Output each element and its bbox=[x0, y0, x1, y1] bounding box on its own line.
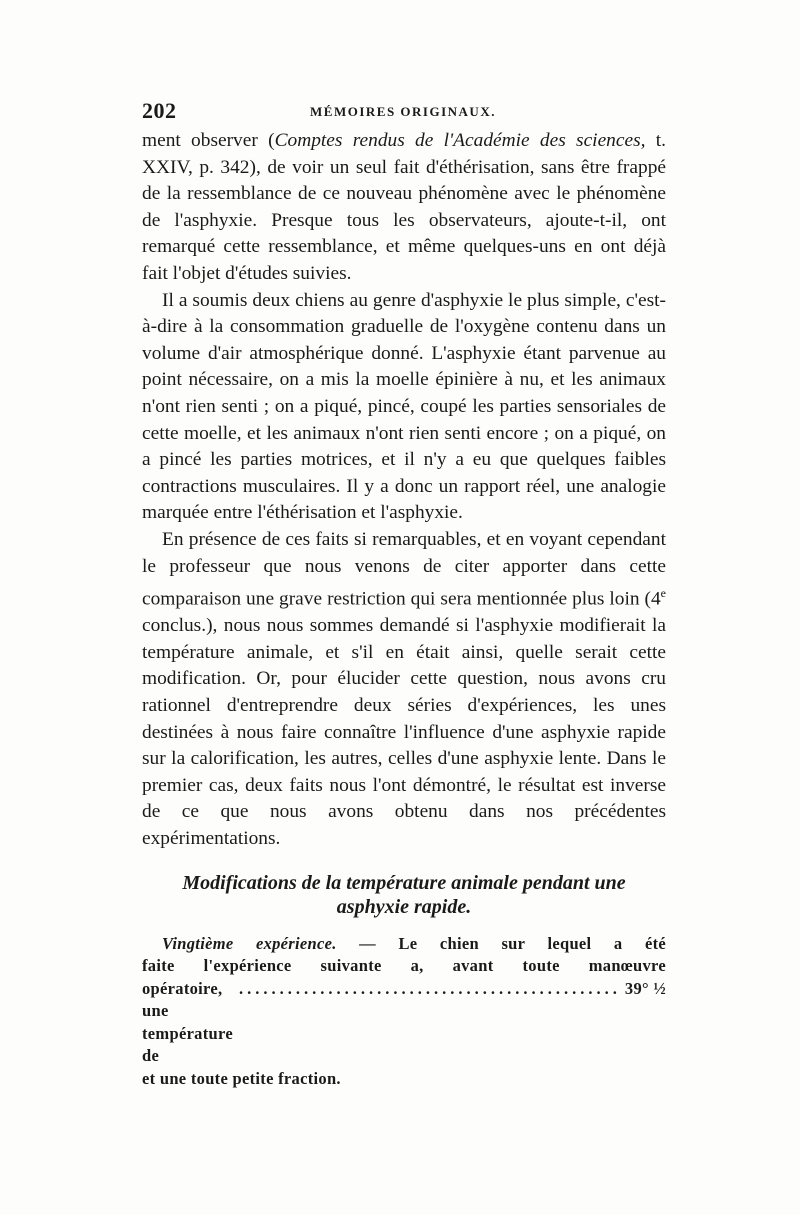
paragraph-1 bbox=[142, 128, 666, 288]
temperature-label: opératoire, une température de bbox=[142, 978, 233, 1065]
experiment-block bbox=[142, 933, 666, 1091]
dot-leader: ............................................... bbox=[239, 978, 621, 998]
page-header bbox=[142, 98, 670, 128]
experiment-line-2: faite l'expérience suivante a, avant toute manœuvre bbox=[142, 956, 666, 975]
page-body bbox=[142, 128, 666, 1090]
paragraph-3-lead: En présence de ces faits si remarquables, et en voyant cependant le professeur que nous venons de citer apporter dans cette comparaison une grave restriction qui sera mentionnée plus loin (4 bbox=[142, 528, 666, 610]
paragraph-1-rest: t. XXIV, p. 342), de voir un seul fait d'éthérisation, sans être frappé de la ressemblance de ce nouveau phénomène avec le phénomène de l'asphyxie. Presque tous les observateurs, ajoute-t-il, ont remarqué cette ressemblance, et même quelques-uns en ont déjà fait l'objet d'études suivies. bbox=[142, 130, 667, 284]
paragraph-3 bbox=[142, 527, 666, 853]
experiment-line-4: et une toute petite fraction. bbox=[142, 1068, 341, 1088]
section-heading bbox=[142, 871, 666, 919]
experiment-line-3 bbox=[142, 978, 666, 1068]
section-heading-line-1: Modifications de la température animale pendant une bbox=[182, 871, 626, 894]
section-heading-line-2: asphyxie rapide. bbox=[336, 895, 472, 918]
paragraph-1-lead: ment observer ( bbox=[142, 130, 275, 151]
ordinal-superscript: e bbox=[660, 586, 666, 601]
experiment-line-1 bbox=[142, 933, 666, 956]
page-number: 202 bbox=[142, 98, 177, 123]
paragraph-3-rest: conclus.), nous nous sommes demandé si l'asphyxie modifierait la température animale, et s'il en était ainsi, quelle serait cette modification. Or, pour élucider cette question, nous avons cru rationnel d'entreprendre deux séries d'expériences, les unes destinées à nous faire connaître l'influence d'une asphyxie rapide sur la calorification, les autres, celles d'une asphyxie lente. Dans le premier cas, deux faits nous l'ont démontré, le résultat est inverse de ce que nous avons obtenu dans nos précédentes expérimentations. bbox=[142, 615, 666, 849]
running-head: MÉMOIRES ORIGINAUX. bbox=[310, 104, 496, 119]
experiment-line-1-rest: — Le chien sur lequel a été bbox=[336, 933, 666, 953]
citation-italic: Comptes rendus de l'Académie des sciences, bbox=[274, 130, 646, 151]
temperature-value: 39° ½ bbox=[624, 978, 666, 998]
experiment-title: Vingtième expérience. bbox=[162, 933, 337, 953]
paragraph-2: Il a soumis deux chiens au genre d'asphyxie le plus simple, c'est-à-dire à la consommation graduelle de l'oxygène contenu dans un volume d'air atmosphérique donné. L'asphyxie étant parvenue au point nécessaire, on a mis la moelle épinière à nu, et les animaux n'ont rien senti ; on a piqué, pincé, coupé les parties sensoriales de cette moelle, et les animaux n'ont rien senti encore ; on a piqué, on a pincé les parties motrices, et il n'y a eu que quelques faibles contractions musculaires. Il y a donc un rapport réel, une analogie marquée entre l'éthérisation et l'asphyxie. bbox=[142, 289, 666, 524]
